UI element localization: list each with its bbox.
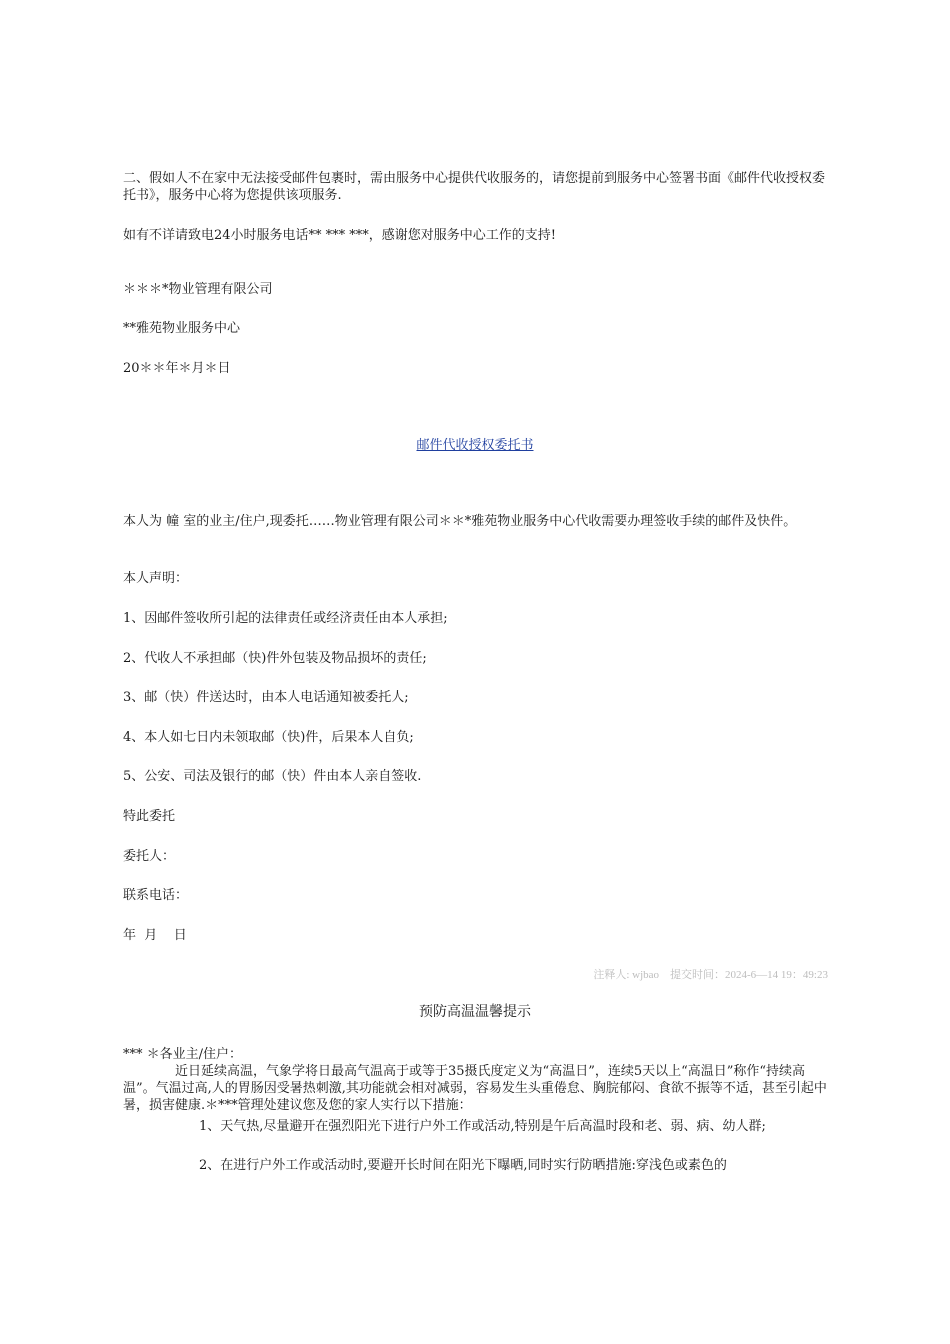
authorization-intro: 本人为 幢 室的业主/住户,现委托……物业管理有限公司＊＊*雅苑物业服务中心代收需要办理签收手续的邮件及快件。 — [123, 514, 797, 529]
principal-label: 委托人： — [123, 849, 176, 864]
notice-service-center: **雅苑物业服务中心 — [123, 321, 241, 336]
notice-paragraph-2: 二、假如人不在家中无法接受邮件包裹时，需由服务中心提供代收服务的，请您提前到服务中心签署书面《邮件代收授权委托书》，服务中心将为您提供该项服务. — [123, 171, 826, 203]
notice-date: 20＊＊年＊月＊日 — [123, 361, 231, 376]
declaration-item-4: 4、本人如七日内未领取邮（快)件，后果本人自负; — [123, 730, 414, 745]
notice-company: ＊＊＊*物业管理有限公司 — [123, 282, 273, 297]
phone-label: 联系电话： — [123, 888, 189, 903]
annotation-note: 注释人: wjbao 提交时间：2024-6—14 19：49:23 — [593, 969, 828, 981]
declaration-item-2: 2、代收人不承担邮（快)件外包装及物品损坏的责任; — [123, 651, 427, 666]
declaration-item-5: 5、公安、司法及银行的邮（快）件由本人亲自签收. — [123, 769, 422, 784]
heat-notice-body: 近日延续高温，气象学将日最高气温高于或等于35摄氏度定义为“高温日”，连续5天以上“高温日”称作“持续高温”。气温过高,人的胃肠因受暑热刺激,其功能就会相对减弱，容易发生头重倦怠、胸脘郁闷、食欲不振等不适，甚至引起中暑，损害健康.＊***管理处建议您及您的家人实行以下措施： — [123, 1064, 827, 1113]
heat-measure-2: 2、在进行户外工作或活动时,要避开长时间在阳光下曝晒,同时实行防晒措施:穿浅色或素色的 — [199, 1158, 727, 1173]
authorization-title-link[interactable]: 邮件代收授权委托书 — [416, 438, 534, 453]
heat-measure-1: 1、天气热,尽量避开在强烈阳光下进行户外工作或活动,特别是午后高温时段和老、弱、病、幼人群; — [199, 1119, 766, 1134]
authorization-title-wrapper — [0, 437, 950, 454]
heat-notice-title: 预防高温温馨提示 — [419, 1004, 531, 1020]
notice-contact-line: 如有不详请致电24小时服务电话** *** ***，感谢您对服务中心工作的支持! — [123, 228, 557, 243]
declaration-item-3: 3、邮（快）件送达时，由本人电话通知被委托人; — [123, 690, 409, 705]
signature-date-line: 年 月 日 — [123, 928, 187, 943]
heat-notice-salutation: *** ＊各业主/住户： — [123, 1047, 243, 1062]
closing-text: 特此委托 — [123, 809, 176, 824]
declaration-label: 本人声明： — [123, 571, 189, 586]
declaration-item-1: 1、因邮件签收所引起的法律责任或经济责任由本人承担; — [123, 611, 448, 626]
